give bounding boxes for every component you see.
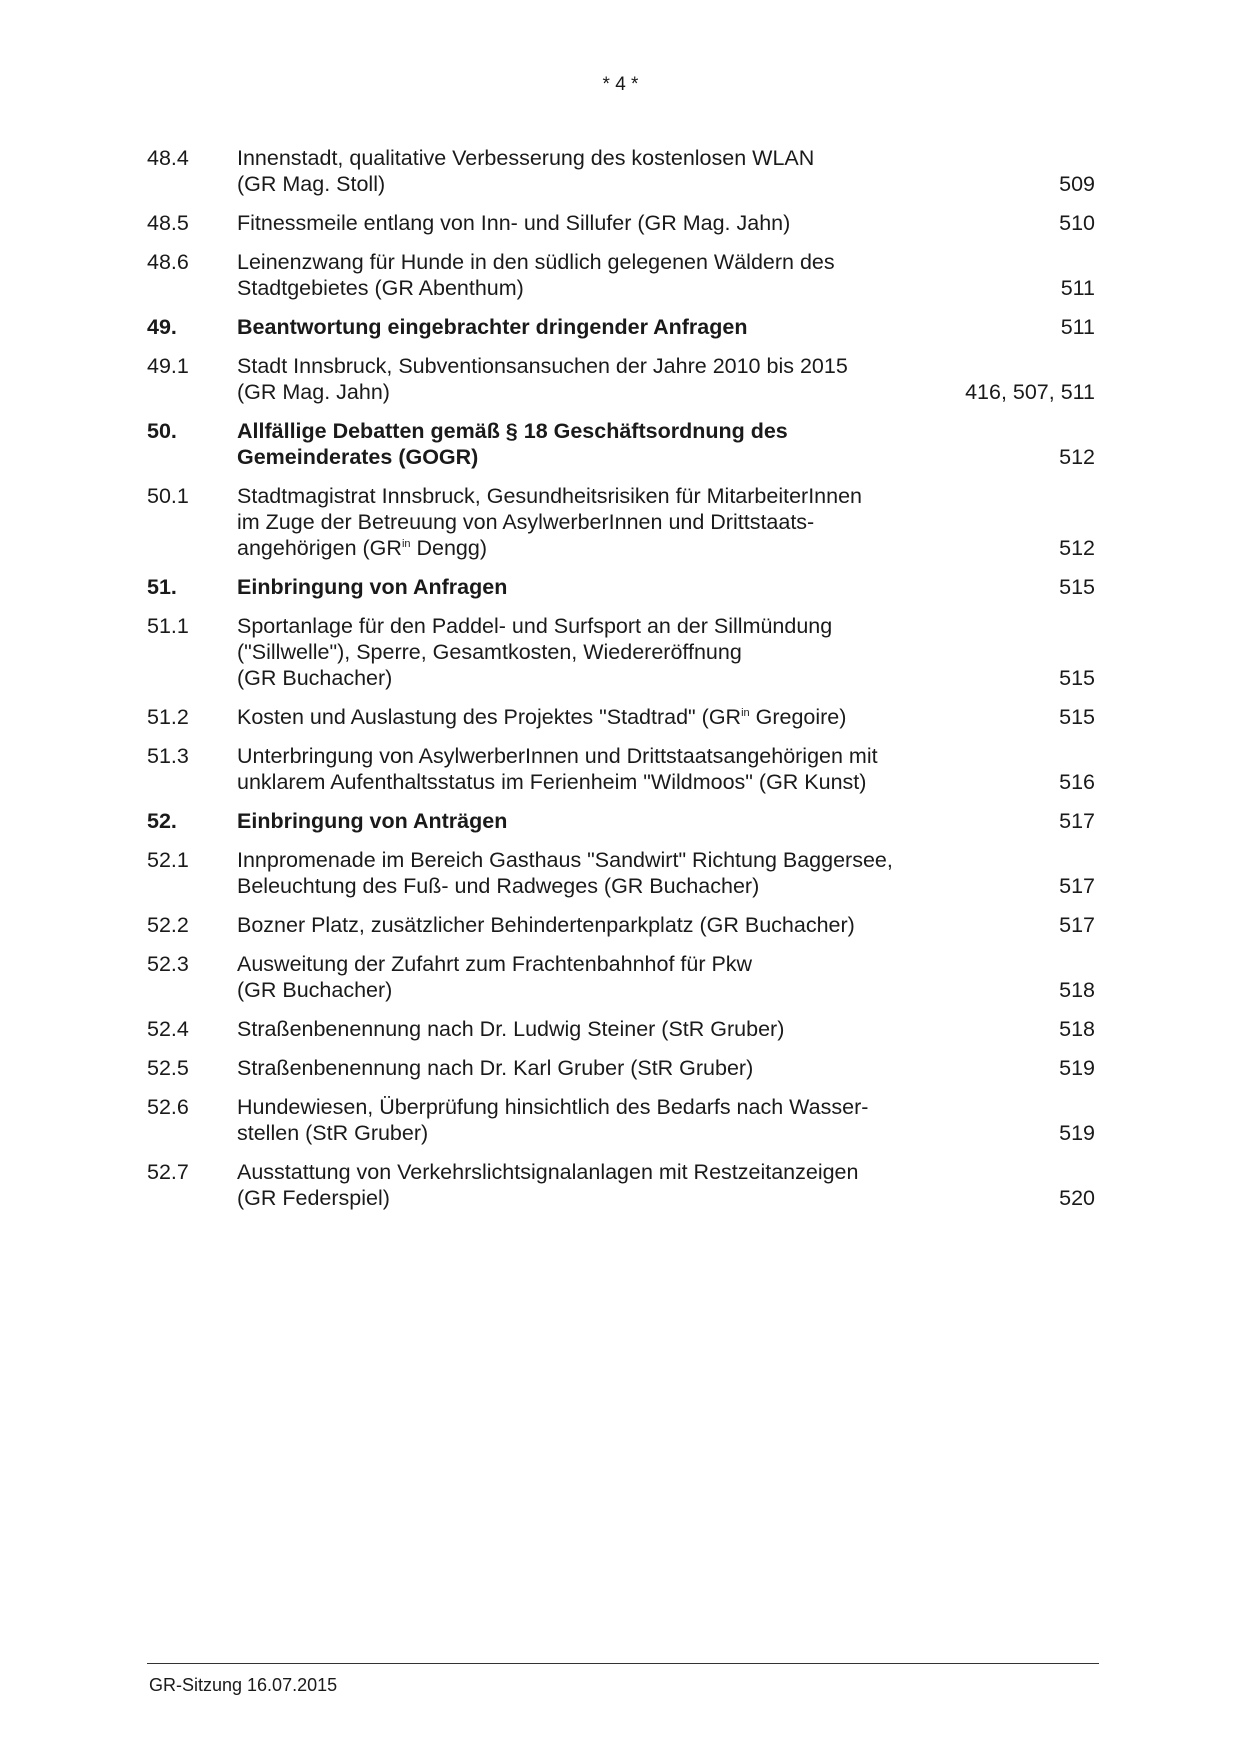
toc-entry-title-line xyxy=(237,977,1047,1003)
toc-entry xyxy=(147,704,1095,730)
toc-entry-number: 51.2 xyxy=(147,705,189,729)
toc-title-segment: Stadtgebietes (GR Abenthum) xyxy=(237,276,524,300)
toc-entry-title-line xyxy=(237,418,1047,444)
toc-entry-page: 515 xyxy=(1059,705,1095,729)
toc-entry xyxy=(147,743,1095,795)
toc-title-segment: Bozner Platz, zusätzlicher Behindertenparkplatz (GR Buchacher) xyxy=(237,913,855,937)
toc-entry xyxy=(147,1016,1095,1042)
toc-entry-number: 52.4 xyxy=(147,1017,189,1041)
toc-entry-title xyxy=(237,847,1059,899)
toc-entry-page: 517 xyxy=(1059,809,1095,833)
toc-entry-title xyxy=(237,912,1059,938)
toc-title-segment: Gemeinderates (GOGR) xyxy=(237,445,479,469)
toc-title-segment: Kosten und Auslastung des Projektes "Stadtrad" (GR xyxy=(237,705,742,729)
toc-entry-title-line xyxy=(237,613,1047,639)
toc-entry-title-line xyxy=(237,275,1049,301)
toc-entry-title xyxy=(237,808,1059,834)
toc-title-superscript: in xyxy=(401,538,411,550)
toc-title-segment: Einbringung von Anträgen xyxy=(237,809,508,833)
toc-entry-number: 49. xyxy=(147,315,177,339)
toc-title-segment: Straßenbenennung nach Dr. Ludwig Steiner (StR Gruber) xyxy=(237,1017,785,1041)
toc-entry-number: 52.3 xyxy=(147,952,189,976)
toc-title-segment: Stadtmagistrat Innsbruck, Gesundheitsrisiken für MitarbeiterInnen xyxy=(237,484,862,508)
toc-entry-page: 519 xyxy=(1059,1121,1095,1145)
page-number-header: * 4 * xyxy=(602,74,639,95)
toc-entry-title-line xyxy=(237,1055,1047,1081)
toc-entry-number: 51.3 xyxy=(147,744,189,768)
toc-entry-page: 509 xyxy=(1059,172,1095,196)
toc-entry xyxy=(147,249,1095,301)
toc-entry-title-line xyxy=(237,912,1047,938)
toc-title-segment: Beantwortung eingebrachter dringender Anfragen xyxy=(237,315,748,339)
toc-entry-page: 520 xyxy=(1059,1186,1095,1210)
toc-entry-title xyxy=(237,1159,1059,1211)
toc-entry xyxy=(147,574,1095,600)
toc-title-segment: ("Sillwelle"), Sperre, Gesamtkosten, Wiedereröffnung xyxy=(237,640,742,664)
toc-title-segment: stellen (StR Gruber) xyxy=(237,1121,429,1145)
toc-entry-page: 515 xyxy=(1059,575,1095,599)
toc-entry-title-line xyxy=(237,535,1047,561)
toc-entry-page: 416, 507, 511 xyxy=(965,380,1095,404)
toc-title-segment: Fitnessmeile entlang von Inn- und Sillufer (GR Mag. Jahn) xyxy=(237,211,791,235)
toc-entry-title-line xyxy=(237,353,953,379)
toc-entry-page: 511 xyxy=(1060,315,1095,339)
toc-entry xyxy=(147,847,1095,899)
toc-entry-title xyxy=(237,743,1059,795)
toc-entry-page: 516 xyxy=(1059,770,1095,794)
toc-title-segment: im Zuge der Betreuung von AsylwerberInnen und Drittstaats- xyxy=(237,510,815,534)
toc-entry xyxy=(147,1159,1095,1211)
toc-title-segment: Gregoire) xyxy=(749,705,847,729)
toc-entry-page: 517 xyxy=(1059,874,1095,898)
toc-entry-title-line xyxy=(237,574,1047,600)
toc-entry-title-line xyxy=(237,483,1047,509)
toc-entry-title-line xyxy=(237,665,1047,691)
toc-entry xyxy=(147,808,1095,834)
toc-entry xyxy=(147,951,1095,1003)
toc-title-segment: Unterbringung von AsylwerberInnen und Drittstaatsangehörigen mit xyxy=(237,744,878,768)
toc-title-segment: Stadt Innsbruck, Subventionsansuchen der Jahre 2010 bis 2015 xyxy=(237,354,848,378)
table-of-contents xyxy=(147,145,1095,1224)
toc-entry-number: 52.5 xyxy=(147,1056,189,1080)
toc-entry-page: 512 xyxy=(1059,536,1095,560)
toc-entry-title-line xyxy=(237,873,1047,899)
toc-title-segment: Leinenzwang für Hunde in den südlich gelegenen Wäldern des xyxy=(237,250,835,274)
toc-entry-title xyxy=(237,1016,1059,1042)
toc-title-segment: Ausstattung von Verkehrslichtsignalanlagen mit Restzeitanzeigen xyxy=(237,1160,859,1184)
toc-entry-title xyxy=(237,1094,1059,1146)
toc-entry-title-line xyxy=(237,704,1047,730)
toc-entry-title-line xyxy=(237,210,1047,236)
footer-session-date: GR-Sitzung 16.07.2015 xyxy=(149,1675,338,1695)
toc-entry-title-line xyxy=(237,379,953,405)
toc-entry-title-line xyxy=(237,171,1047,197)
toc-entry-page: 512 xyxy=(1059,445,1095,469)
toc-title-segment: angehörigen (GR xyxy=(237,536,402,560)
footer-divider xyxy=(147,1663,1099,1664)
toc-entry xyxy=(147,314,1095,340)
toc-entry xyxy=(147,353,1095,405)
toc-entry-title xyxy=(237,418,1059,470)
toc-entry-number: 52.2 xyxy=(147,913,189,937)
toc-entry-number: 50.1 xyxy=(147,484,189,508)
toc-title-segment: Ausweitung der Zufahrt zum Frachtenbahnhof für Pkw xyxy=(237,952,753,976)
toc-entry-title-line xyxy=(237,1120,1047,1146)
toc-entry-title xyxy=(237,613,1059,691)
toc-entry-title xyxy=(237,574,1059,600)
toc-entry-title-line xyxy=(237,847,1047,873)
toc-entry-title xyxy=(237,951,1059,1003)
toc-entry-title-line xyxy=(237,808,1047,834)
toc-title-segment: (GR Mag. Stoll) xyxy=(237,172,386,196)
toc-title-segment: (GR Federspiel) xyxy=(237,1186,390,1210)
toc-entry-title-line xyxy=(237,145,1047,171)
toc-title-segment: (GR Buchacher) xyxy=(237,978,393,1002)
toc-entry xyxy=(147,613,1095,691)
toc-entry-title-line xyxy=(237,509,1047,535)
toc-entry xyxy=(147,210,1095,236)
toc-title-superscript: in xyxy=(741,707,750,719)
toc-entry-number: 52.1 xyxy=(147,848,189,872)
toc-entry-title xyxy=(237,210,1059,236)
toc-entry-number: 48.5 xyxy=(147,211,189,235)
toc-title-segment: Hundewiesen, Überprüfung hinsichtlich des Bedarfs nach Wasser- xyxy=(237,1095,869,1119)
toc-entry-number: 51. xyxy=(147,575,177,599)
toc-entry-title-line xyxy=(237,769,1047,795)
toc-entry xyxy=(147,145,1095,197)
toc-title-segment: Allfällige Debatten gemäß § 18 Geschäftsordnung des xyxy=(237,419,788,443)
toc-title-segment: Sportanlage für den Paddel- und Surfsport an der Sillmündung xyxy=(237,614,833,638)
toc-entry-page: 511 xyxy=(1060,276,1095,300)
toc-title-segment: Dengg) xyxy=(410,536,487,560)
toc-title-segment: Innenstadt, qualitative Verbesserung des kostenlosen WLAN xyxy=(237,146,815,170)
toc-title-segment: (GR Buchacher) xyxy=(237,666,393,690)
toc-entry-title-line xyxy=(237,1159,1047,1185)
toc-title-segment: Straßenbenennung nach Dr. Karl Gruber (StR Gruber) xyxy=(237,1056,754,1080)
toc-entry-number: 49.1 xyxy=(147,354,189,378)
toc-entry xyxy=(147,912,1095,938)
toc-title-segment: (GR Mag. Jahn) xyxy=(237,380,390,404)
toc-entry xyxy=(147,483,1095,561)
toc-entry-title xyxy=(237,314,1061,340)
toc-entry xyxy=(147,1094,1095,1146)
toc-entry-page: 517 xyxy=(1059,913,1095,937)
toc-entry-number: 52.7 xyxy=(147,1160,189,1184)
toc-entry-title xyxy=(237,1055,1059,1081)
toc-entry-title-line xyxy=(237,1016,1047,1042)
toc-entry-title xyxy=(237,145,1059,197)
toc-title-segment: unklarem Aufenthaltsstatus im Ferienheim "Wildmoos" (GR Kunst) xyxy=(237,770,867,794)
toc-entry-title xyxy=(237,353,965,405)
toc-entry-page: 515 xyxy=(1059,666,1095,690)
toc-entry-page: 518 xyxy=(1059,978,1095,1002)
toc-entry-title-line xyxy=(237,1094,1047,1120)
toc-title-segment: Beleuchtung des Fuß- und Radweges (GR Buchacher) xyxy=(237,874,760,898)
toc-entry-title-line xyxy=(237,1185,1047,1211)
toc-entry-number: 52.6 xyxy=(147,1095,189,1119)
toc-title-segment: Einbringung von Anfragen xyxy=(237,575,508,599)
toc-entry xyxy=(147,1055,1095,1081)
toc-entry-title-line xyxy=(237,951,1047,977)
toc-entry-page: 510 xyxy=(1059,211,1095,235)
toc-entry-page: 518 xyxy=(1059,1017,1095,1041)
toc-entry-page: 519 xyxy=(1059,1056,1095,1080)
toc-entry-number: 48.6 xyxy=(147,250,189,274)
toc-entry-title-line xyxy=(237,639,1047,665)
toc-entry-number: 50. xyxy=(147,419,177,443)
toc-title-segment: Innpromenade im Bereich Gasthaus "Sandwirt" Richtung Baggersee, xyxy=(237,848,893,872)
toc-entry-title-line xyxy=(237,444,1047,470)
toc-entry-title-line xyxy=(237,249,1049,275)
toc-entry-number: 48.4 xyxy=(147,146,189,170)
toc-entry-title-line xyxy=(237,743,1047,769)
toc-entry-title xyxy=(237,483,1059,561)
toc-entry-title-line xyxy=(237,314,1049,340)
toc-entry-number: 52. xyxy=(147,809,177,833)
toc-entry xyxy=(147,418,1095,470)
toc-entry-title xyxy=(237,704,1059,730)
toc-entry-title xyxy=(237,249,1061,301)
toc-entry-number: 51.1 xyxy=(147,614,189,638)
